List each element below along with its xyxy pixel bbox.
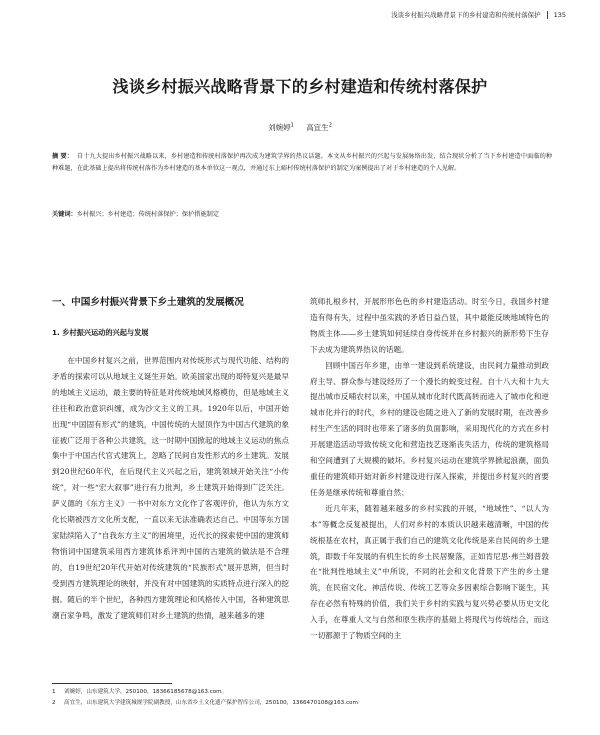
footnote-divider bbox=[52, 683, 172, 684]
abstract-label: 摘 要： bbox=[52, 153, 73, 160]
right-column bbox=[310, 294, 549, 644]
section-1-heading: 一、中国乡村振兴背景下乡土建筑的发展概况 bbox=[52, 297, 244, 308]
author-line bbox=[0, 122, 600, 133]
author-1-mark: 1 bbox=[290, 122, 294, 129]
paper-title: 浅谈乡村振兴战略背景下的乡村建造和传统村落保护 bbox=[112, 77, 488, 96]
footnote-2-text: 高宜生，山东建筑大学建筑城规学院副教授，山东省乡土文化遗产保护智库公司，250100，1366470108@163.com bbox=[64, 700, 358, 706]
footnotes bbox=[52, 687, 552, 709]
page-number: 135 bbox=[553, 10, 566, 19]
author-2 bbox=[306, 123, 332, 132]
keywords bbox=[52, 209, 552, 220]
right-paragraph-3: 近几年来，随着越来越多的乡村实践的开展，“地域性”、“以人为本”等概念反复被提出，人们对乡村的本质认识越来越清晰，中国的传统根基在农村，真正属于我们自己的建筑文化传统是来自民间的乡土建筑，即数千年发展的有机生长的乡土民居聚落，正如肯尼思·弗兰姆普敦在“批判性地域主义”中所说，不同的社会和文化背景下产生的乡土建筑，在民宿文化、神活传说、传统工艺等众多因素综合影响下诞生，其存在必然有特殊的价值，我们关于乡村的实践与复兴势必要从历史文化入手，在尊重人文与自然和原生秩序的基础上将现代与传统结合，而这一切都源于了物质空间的主 bbox=[310, 503, 549, 641]
running-head-divider bbox=[547, 11, 548, 19]
author-2-name: 高宜生 bbox=[306, 123, 329, 132]
footnote-1 bbox=[52, 687, 552, 698]
abstract bbox=[52, 151, 552, 174]
right-paragraph-2: 回顾中国百年乡建，由单一建设到系统建设，由民间力量推动到政府主导、群众参与建设经历了一个漫长的蜕变过程。自十八大和十九大提出城市反哺农村以来，中国从城市化时代既高转而进入了城市化和逆城市化并行的时代，乡村的建设也随之进入了新的发展时期，在改善乡村生产生活的同时也带来了诸多的负面影响，采用现代化的方式在乡村开展建造活动导致传统文化和营造技艺逐渐丧失活力，传统的建筑格局和空间遭到了大规模的破坏。乡村复兴运动在建筑学界掀起浪潮，面负重任的建筑师开始对新乡村建设进行深入探索，并提出乡村复兴的首要任务是继承传统和尊重自然； bbox=[310, 360, 549, 497]
footnote-2-number: 2 bbox=[52, 700, 56, 706]
running-head-title: 浅谈乡村振兴战略背景下的乡村建造和传统村落保护 bbox=[391, 11, 541, 19]
keywords-text: 乡村振兴；乡村建造；传统村落保护；保护措施制定 bbox=[76, 211, 220, 218]
subsection-1-heading: 1. 乡村振兴运动的兴起与发展 bbox=[52, 328, 149, 337]
footnote-2 bbox=[52, 698, 552, 709]
keywords-label: 关键词： bbox=[52, 211, 77, 218]
author-1-name: 刘婉婷 bbox=[268, 123, 291, 132]
author-2-mark: 2 bbox=[328, 122, 332, 129]
abstract-text: 自十九大提出乡村振兴战略以来，乡村建造和传统村落保护再次成为建筑学界的热议话题。本文从乡村振兴的兴起与发展脉络出发，结合现状分析了当下乡村建造中面临的种种难题，在此基础上提出将传统村落作为乡村建造的基本单位这一观点，并通过东上峪村传统村落保护的制定为案例提出了对于乡村建造的个人见解。 bbox=[52, 153, 553, 172]
author-1 bbox=[268, 123, 294, 132]
left-column bbox=[52, 296, 289, 623]
footnote-1-text: 刘婉婷，山东建筑大学，250100，18366185678@163.com。 bbox=[64, 689, 228, 695]
footnote-1-number: 1 bbox=[52, 689, 56, 695]
section-1-paragraph: 在中国乡村复兴之前，世界范围内对传统形式与现代功能、结构的矛盾的探索可以从地域主义诞生开始。欧美国家出现的哥特复兴是最早的地域主义运动，最主要的特征是对传统地域风格模仿，但是地域主义往往和政治意识纠缠，成为沙文主义的工具。1920年以后，中国开始出现“中国固有形式”的建筑，中国传统的大屋顶作为中国古代建筑的象征被广泛用于各种公共建筑，这一时期中国掀起的地域主义运动的焦点集中于中国古代官式建筑上，忽略了民间自发性形式的乡土建筑。发展到20世纪60年代，在后现代主义兴起之后，建筑领域开始关注“小传统”，对一些“宏大叙事”进行有力批判，乡土建筑开始得到广泛关注。萨义德的《东方主义》一书中对东方文化作了客观评价，他认为东方文化长期被西方文化所支配，一直以来无法准确表达自己。中国等东方国家陆续陷入了“自我东方主义”的困境里，近代长的探索使中国的建筑师物悄词中国建筑采用西方建筑体系评判中国的古建筑的做法是不合理的，自19世纪20年代开始对传统建筑的“民族形式”展开思辨，但当时受到西方建筑理论的映射，并没有对中国建筑的实质特点进行深入的挖掘。随后的半个世纪，各种西方建筑理论和风格传入中国，各种建筑思潮百家争鸣，激发了建筑师们对乡土建筑的热情，越来越多的建 bbox=[52, 356, 289, 620]
right-paragraph-continued: 筑师扎根乡村，开展形形色色的乡村建造活动。时至今日，我国乡村建造有得有失，过程中虽实践的矛盾日益凸显，其中最能反映地域特色的物质主体——乡土建筑如何延续自身传统并在乡村振兴的新形势下生存下去成为建筑界热议的话题。 bbox=[310, 297, 549, 354]
running-head bbox=[391, 10, 566, 19]
